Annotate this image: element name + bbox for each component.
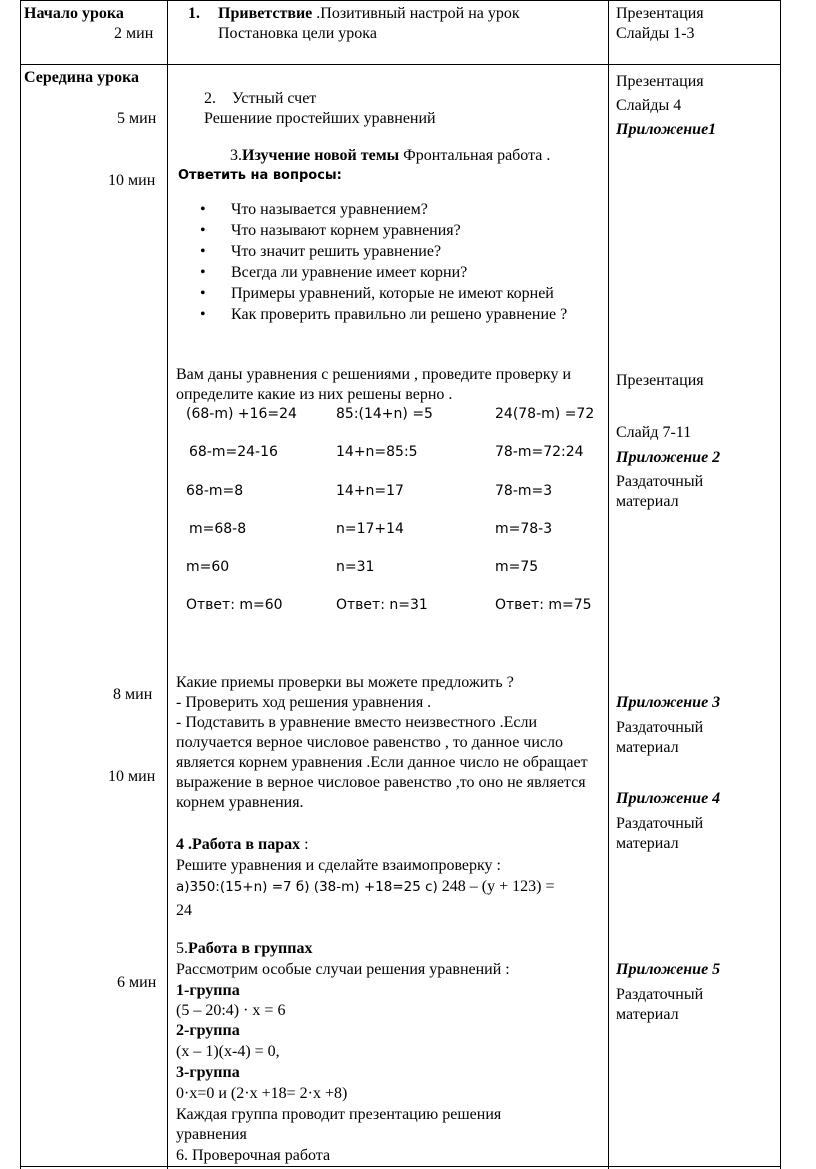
resource-2: Слайды 4 [616, 97, 682, 114]
solution-col2-row3: 14+n=17 [336, 483, 404, 499]
time-4: 10 мин [108, 768, 156, 785]
time-3: 8 мин [113, 686, 153, 703]
table-border-bottom [20, 1166, 780, 1167]
solution-col3-row3: 78-m=3 [495, 483, 553, 499]
groups-heading [176, 939, 312, 959]
questions-list [200, 199, 600, 325]
new-topic-rest: Фронтальная работа . [399, 147, 551, 164]
pairs-task: Решите уравнения и сделайте взаимопроверку : [176, 857, 501, 874]
goal-line: Постановка цели урока [218, 25, 377, 42]
resource-9: Раздаточный материал [616, 719, 704, 756]
time-5: 6 мин [117, 974, 157, 991]
new-topic-title: Изучение новой темы [242, 147, 400, 164]
resource-5: Слайд 7-11 [616, 424, 692, 441]
solution-col3-row6: Ответ: m=75 [495, 597, 592, 613]
column-divider-2 [608, 0, 609, 1169]
resource-start-1: Презентация [616, 5, 704, 22]
pairs-heading [176, 835, 309, 855]
pairs-eq-c-continued: 24 [176, 902, 192, 919]
solution-col3-row5: m=75 [495, 559, 539, 575]
list-item: • Что называется уравнением? [200, 199, 600, 220]
time-1: 5 мин [117, 110, 157, 127]
methods-item-2: - Подставить в уравнение вместо неизвестного .Если получается верное числовое равенство , то данное число является корнем уравнения .Если данное число не обращает выражение в верное числовое равенство ,то оно не является корнем уравнения. [176, 714, 588, 811]
oral-subtitle: Решениие простейших уравнений [204, 110, 436, 127]
methods-item-1: - Проверить ход решения уравнения . [176, 694, 432, 711]
solution-col1-row1: (68-m) +16=24 [186, 406, 297, 422]
stage-time-start: 2 мин [114, 25, 154, 42]
solution-col1-row3: 68-m=8 [186, 483, 244, 499]
solution-col1-row2: 68-m=24-16 [189, 444, 278, 460]
greeting-text: .Позитивный настрой на урок [312, 5, 520, 22]
check-task: Вам даны уравнения с решениями , проведите проверку и определите какие из них решены верно . [176, 366, 571, 403]
resource-8: Приложение 3 [616, 694, 721, 711]
groups-title: Работа в группах [188, 940, 313, 957]
solution-col3-row4: m=78-3 [495, 521, 553, 537]
solution-col3-row1: 24(78-m) =72 [495, 406, 595, 422]
list-item: • Примеры уравнений, которые не имеют корней [200, 283, 600, 304]
list-item: • Всегда ли уравнение имеет корни? [200, 262, 600, 283]
table-border-top [20, 0, 780, 1]
resource-6: Приложение 2 [616, 449, 721, 466]
list-item: • Как проверить правильно ли решено уравнение ? [200, 304, 600, 325]
time-2: 10 мин [108, 172, 156, 189]
group-2-equation: (x – 1)(x-4) = 0, [176, 1043, 280, 1060]
list-item: • Что значит решить уравнение? [200, 241, 600, 262]
resource-10: Приложение 4 [616, 790, 721, 807]
group-1-title: 1-группа [176, 982, 240, 999]
column-divider-1 [167, 0, 168, 1169]
groups-task: Рассмотрим особые случаи решения уравнений : [176, 961, 510, 978]
resource-11: Раздаточный материал [616, 815, 704, 852]
groups-prefix: 5. [176, 940, 188, 957]
solution-col2-row1: 85:(14+n) =5 [336, 406, 433, 422]
resource-13: Раздаточный материал [616, 986, 704, 1023]
item-number-1: 1. [188, 5, 200, 22]
group-3-equation: 0·x=0 и (2·x +18= 2·x +8) [176, 1085, 348, 1102]
pairs-colon: : [300, 836, 309, 853]
resource-1: Презентация [616, 73, 704, 90]
table-border-right [780, 0, 781, 1169]
stage-title-start: Начало урока [24, 5, 124, 22]
resource-7: Раздаточный материал [616, 473, 704, 510]
greeting-title: Приветствие [218, 5, 313, 22]
final-check: 6. Проверочная работа [176, 1147, 331, 1164]
resource-4: Презентация [616, 372, 704, 389]
resource-12: Приложение 5 [616, 961, 721, 978]
group-1-equation: (5 – 20:4) · x = 6 [176, 1002, 286, 1019]
pairs-title: 4 .Работа в парах [176, 836, 301, 853]
solution-col2-row2: 14+n=85:5 [336, 444, 418, 460]
row-divider [20, 64, 780, 65]
group-2-title: 2-группа [176, 1022, 240, 1039]
solution-col3-row2: 78-m=72:24 [495, 444, 584, 460]
oral-number: 2. [204, 90, 216, 107]
list-item: • Что называют корнем уравнения? [200, 220, 600, 241]
resource-3: Приложение1 [616, 121, 717, 138]
resource-start-2: Слайды 1-3 [616, 25, 695, 42]
new-topic-line [230, 146, 550, 166]
stage-title-middle: Середина урока [24, 69, 140, 86]
pairs-equations [176, 877, 555, 897]
solution-col1-row6: Ответ: m=60 [186, 597, 283, 613]
oral-title: Устный счет [232, 90, 317, 107]
greeting-line [218, 4, 520, 24]
methods-question: Какие приемы проверки вы можете предложить ? [176, 674, 514, 691]
table-border-left [20, 0, 21, 1169]
group-3-title: 3-группа [176, 1064, 240, 1081]
solution-col2-row5: n=31 [336, 559, 375, 575]
new-topic-prefix: 3. [230, 147, 242, 164]
solution-col1-row4: m=68-8 [189, 521, 247, 537]
solution-col2-row6: Ответ: n=31 [336, 597, 428, 613]
groups-presentation: Каждая группа проводит презентацию решения уравнения [176, 1106, 502, 1143]
pairs-eq-a: а)350:(15+n) =7 б) (38-m) +18=25 с) [176, 879, 438, 895]
solution-col2-row4: n=17+14 [336, 521, 404, 537]
new-topic-instruction: Ответить на вопросы: [178, 168, 342, 183]
solution-col1-row5: m=60 [186, 559, 230, 575]
pairs-eq-c: 248 – (y + 123) = [437, 878, 555, 895]
